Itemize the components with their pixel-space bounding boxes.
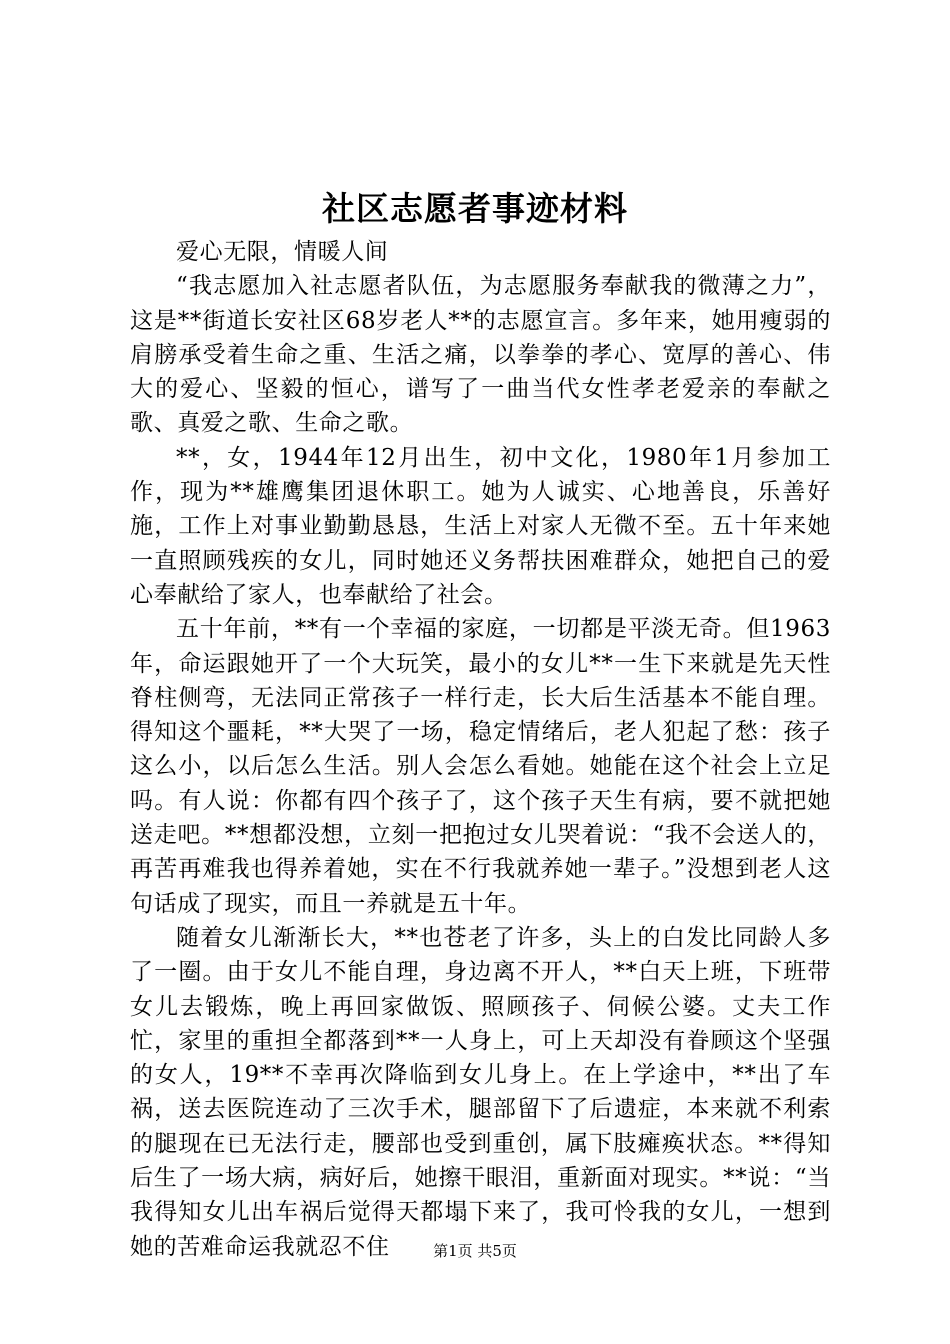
document-body bbox=[130, 235, 831, 1264]
page-number-footer: 第1页 共5页 bbox=[433, 1242, 517, 1260]
body-paragraph: 随着女儿渐渐长大，**也苍老了许多，头上的白发比同龄人多了一圈。由于女儿不能自理，身边离不开人，**白天上班，下班带女儿去锻炼，晚上再回家做饭、照顾孩子、伺候公婆。丈夫工作忙，家里的重担全都落到**一人身上，可上天却没有眷顾这个坚强的女人，19**不幸再次降临到女儿身上。在上学途中，**出了车祸，送去医院连动了三次手术，腿部留下了后遗症，本来就不利索的腿现在已无法行走，腰部也受到重创，属下肢瘫痪状态。**得知后生了一场大病，病好后，她擦干眼泪，重新面对现实。**说：“当我得知女儿出车祸后觉得天都塌下来了，我可怜我的女儿，一想到她的苦难命运我就忍不住 bbox=[130, 924, 831, 1260]
body-paragraph: “我志愿加入社志愿者队伍，为志愿服务奉献我的微薄之力”，这是**街道长安社区68岁老人**的志愿宣言。多年来，她用瘦弱的肩膀承受着生命之重、生活之痛，以拳拳的孝心、宽厚的善心、伟大的爱心、坚毅的恒心，谱写了一曲当代女性孝老爱亲的奉献之歌、真爱之歌、生命之歌。 bbox=[130, 273, 831, 437]
subtitle-paragraph: 爱心无限，情暖人间 bbox=[176, 239, 389, 265]
document-title: 社区志愿者事迹材料 bbox=[322, 189, 628, 228]
body-paragraph: 五十年前，**有一个幸福的家庭，一切都是平淡无奇。但1963年，命运跟她开了一个大玩笑，最小的女儿**一生下来就是先天性脊柱侧弯，无法同正常孩子一样行走，长大后生活基本不能自理。得知这个噩耗，**大哭了一场，稳定情绪后，老人犯起了愁：孩子这么小，以后怎么生活。别人会怎么看她。她能在这个社会上立足吗。有人说：你都有四个孩子了，这个孩子天生有病，要不就把她送走吧。**想都没想，立刻一把抱过女儿哭着说：“我不会送人的，再苦再难我也得养着她，实在不行我就养她一辈子。”没想到老人这句话成了现实，而且一养就是五十年。 bbox=[130, 616, 831, 917]
body-paragraph: **，女，1944年12月出生，初中文化，1980年1月参加工作，现为**雄鹰集团退休职工。她为人诚实、心地善良，乐善好施，工作上对事业勤勤恳恳，生活上对家人无微不至。五十年来她一直照顾残疾的女儿，同时她还义务帮扶困难群众，她把自己的爱心奉献给了家人，也奉献给了社会。 bbox=[130, 444, 831, 608]
